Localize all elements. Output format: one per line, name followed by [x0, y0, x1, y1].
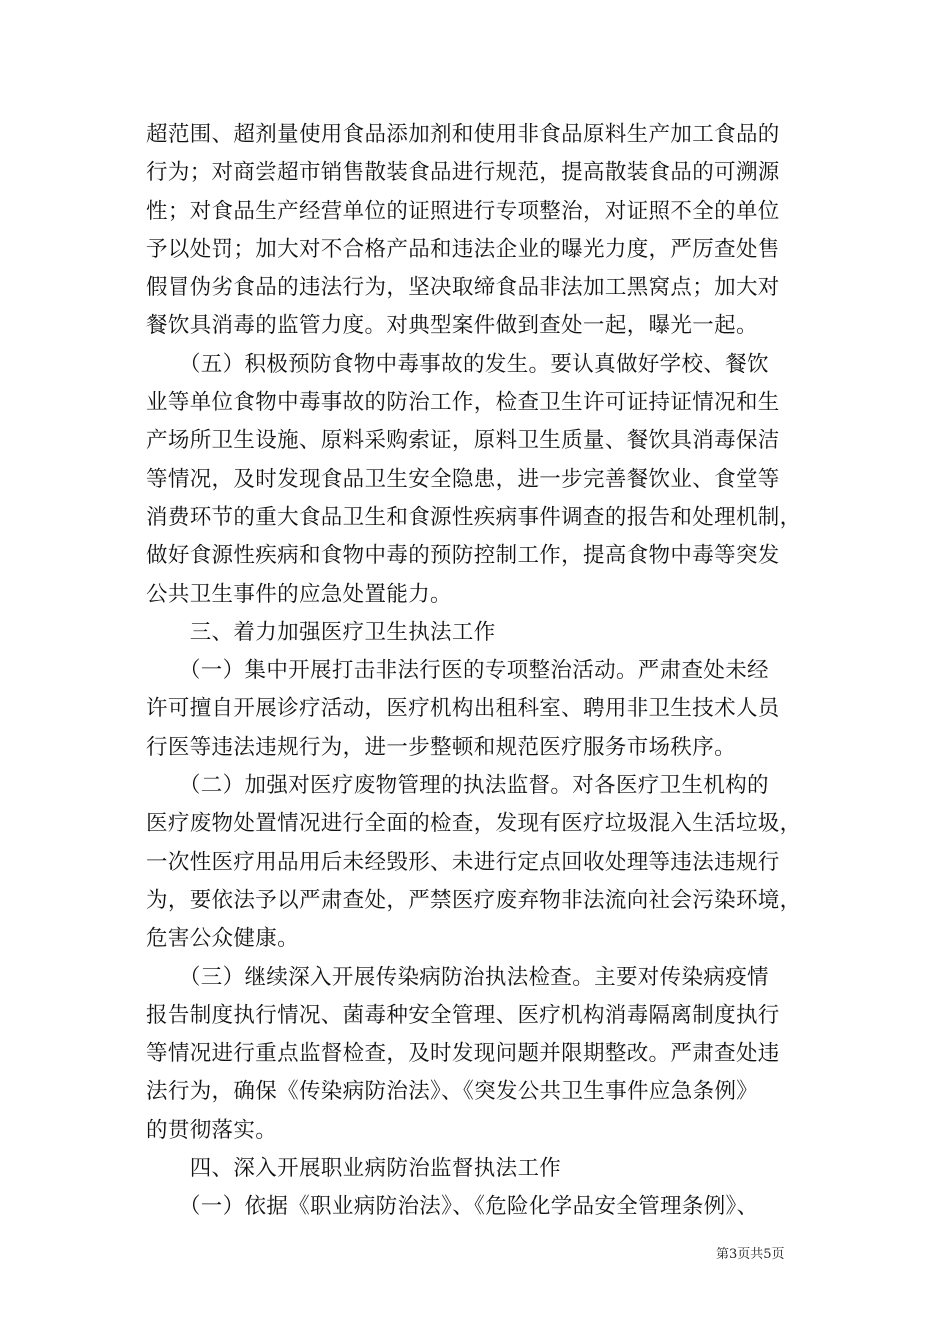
text-line: （二）加强对医疗废物管理的执法监督。对各医疗卫生机构的: [146, 773, 769, 799]
text-line: 予以处罚；加大对不合格产品和违法企业的曝光力度，严厉查处售: [146, 236, 780, 262]
text-line: （一）集中开展打击非法行医的专项整治活动。严肃查处未经: [146, 658, 769, 684]
text-line: （五）积极预防食物中毒事故的发生。要认真做好学校、餐饮: [146, 351, 769, 377]
section-heading: 三、着力加强医疗卫生执法工作: [146, 619, 496, 645]
text-line: 一次性医疗用品用后未经毁形、未进行定点回收处理等违法违规行: [146, 849, 780, 875]
text-line: 行医等违法违规行为，进一步整顿和规范医疗服务市场秩序。: [146, 734, 736, 760]
text-line: 许可擅自开展诊疗活动，医疗机构出租科室、聘用非卫生技术人员: [146, 696, 780, 722]
text-line: 医疗废物处置情况进行全面的检查，发现有医疗垃圾混入生活垃圾，: [146, 811, 802, 837]
text-line: （一）依据《职业病防治法》、《危险化学品安全管理条例》、: [146, 1194, 759, 1220]
section-heading: 四、深入开展职业病防治监督执法工作: [146, 1156, 562, 1182]
text-line: 业等单位食物中毒事故的防治工作，检查卫生许可证持证情况和生: [146, 390, 780, 416]
page-number: 第3页共5页: [716, 1247, 785, 1262]
text-line: 等情况进行重点监督检查，及时发现问题并限期整改。严肃查处违: [146, 1041, 780, 1067]
text-line: 为，要依法予以严肃查处，严禁医疗废弃物非法流向社会污染环境，: [146, 887, 802, 913]
document-body: [146, 116, 822, 1227]
text-line: 法行为，确保《传染病防治法》、《突发公共卫生事件应急条例》: [146, 1079, 759, 1105]
text-line: 消费环节的重大食品卫生和食源性疾病事件调查的报告和处理机制，: [146, 504, 802, 530]
text-line: 超范围、超剂量使用食品添加剂和使用非食品原料生产加工食品的: [146, 122, 780, 147]
text-line: 餐饮具消毒的监管力度。对典型案件做到查处一起，曝光一起。: [146, 313, 758, 339]
text-line: 假冒伪劣食品的违法行为，坚决取缔食品非法加工黑窝点；加大对: [146, 275, 780, 301]
text-line: 做好食源性疾病和食物中毒的预防控制工作，提高食物中毒等突发: [146, 543, 780, 569]
text-line: 报告制度执行情况、菌毒种安全管理、医疗机构消毒隔离制度执行: [146, 1002, 780, 1028]
text-line: 危害公众健康。: [146, 926, 299, 952]
text-line: 等情况，及时发现食品卫生安全隐患，进一步完善餐饮业、食堂等: [146, 466, 780, 492]
text-line: 产场所卫生设施、原料采购索证，原料卫生质量、餐饮具消毒保洁: [146, 428, 780, 454]
text-line: 行为；对商尝超市销售散装食品进行规范，提高散装食品的可溯源: [146, 160, 780, 186]
text-line: （三）继续深入开展传染病防治执法检查。主要对传染病疫情: [146, 964, 769, 990]
text-line: 性；对食品生产经营单位的证照进行专项整治，对证照不全的单位: [146, 198, 780, 224]
text-line: 公共卫生事件的应急处置能力。: [146, 581, 452, 607]
text-line: 的贯彻落实。: [146, 1117, 278, 1143]
